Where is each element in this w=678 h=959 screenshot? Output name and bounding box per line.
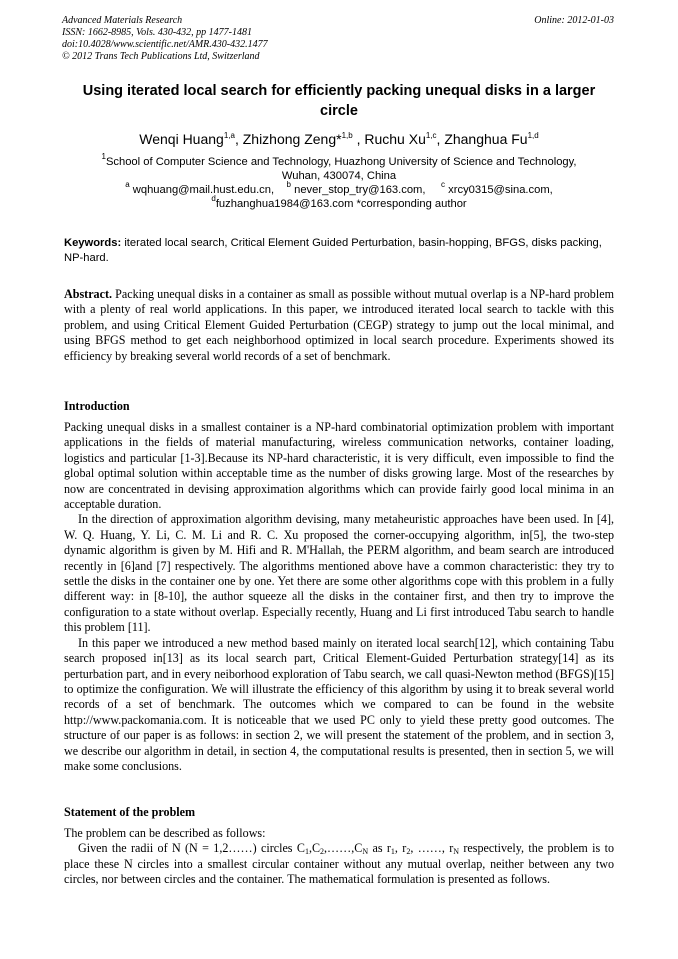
keywords-block [64, 236, 614, 266]
statement-section [64, 826, 614, 888]
introduction-section [64, 420, 614, 774]
paragraph: The problem can be described as follows: [64, 826, 266, 840]
paragraph: Packing unequal disks in a smallest container is a NP-hard combinatorial optimization problem with important applications in the fields of material manufacturing, wireless communication networks, container loading, logistics and particular [1-3].Because its NP-hard characteristic, it is very difficult, even impossible to find the global optimal solution within acceptable time as the number of disks growing large. Most of the researches by now are concentrated in devising approximation algorithms which can provide fairly good local minima in an acceptable duration. [64, 420, 614, 512]
affiliation-line: Wuhan, 430074, China [281, 170, 397, 182]
email-line: $^d$fuzhanghua1984@163.com *corresponding author [211, 194, 467, 210]
paragraph: Given the radii of N (N = 1,2……) circles $C_1,C_2,\dots\dots,C_N$ as $r_1$, $r_2$, ……, $r_N$ respectively, the problem is to place these N circles into a smallest circular container without any mutual overlap, neither between any two circles, nor between circles and the container. The mathematical formulation is presented as follows. [64, 841, 614, 887]
abstract-block [64, 287, 614, 364]
email-link[interactable]: fuzhanghua1984@163.com *corresponding author [215, 198, 467, 210]
keywords-text: iterated local search, Critical Element Guided Perturbation, basin-hopping, BFGS, disks packing, NP-hard. [64, 237, 602, 264]
author-sup: 1,d [527, 131, 539, 140]
affiliation-block [62, 152, 616, 211]
section-heading: Introduction [64, 399, 130, 413]
issn-line: ISSN: 1662-8985, Vols. 430-432, pp 1477-1481 [62, 27, 252, 38]
affiliation-line: $^1$School of Computer Science and Technology, Huazhong University of Science and Technology, [101, 152, 577, 168]
paragraph: In the direction of approximation algorithm devising, many metaheuristic approaches have been used. In [4], W. Q. Huang, Y. Li, C. M. Li and R. C. Xu proposed the corner-occupying algorithm, in[5], the two-step dynamic algorithm is given by M. Hifi and R. M'Hallah, the PERM algorithm, and beam search are introduced recently in [6]and [7] respectively. The algorithms mentioned above have a common characteristic: they try to settle the disks in the container one by one. Yet there are some other algorithms cope with this problem in a fully different way: in [8-10], the author squeeze all the disks in the container first, and then try to improve the configuration to a state without overlap. Especially recently, Huang and Li first introduced Tabu search to handle this problem [11]. [64, 512, 614, 635]
abstract-label: Abstract. [64, 287, 113, 301]
journal-metadata [62, 15, 268, 63]
keywords-label: Keywords: [64, 237, 122, 249]
doi-line: doi:10.4028/www.scientific.net/AMR.430-432.1477 [62, 39, 268, 50]
email-link[interactable]: xrcy0315@sina.com, [448, 184, 553, 196]
author-name: Zhizhong Zeng* [242, 131, 342, 147]
author-sup: 1,b [341, 131, 353, 140]
paper-title: Using iterated local search for efficiently packing unequal disks in a larger circle [82, 83, 596, 119]
section-heading: Statement of the problem [64, 805, 196, 819]
online-date: Online: 2012-01-03 [534, 15, 614, 26]
journal-name: Advanced Materials Research [62, 15, 183, 26]
email-line: $^a$ wqhuang@mail.hust.edu.cn, $^b$ never_stop_try@163.com, $^c$ xrcy0315@sina.com, [125, 180, 553, 196]
paragraph: In this paper we introduced a new method based mainly on iterated local search[12], which containing Tabu search proposed in[13] as its local search part, Critical Element-Guided Perturbation strategy[14] as its perturbation part, and in every neiborhood exploration of Tabu search, we call quasi-Newton method (BFGS)[15] to optimize the configuration. We will illustrate the efficiency of this algorithm by using it to break several world records of a set of benchmark. The outcomes which we compared to can be found in the website http://www.packomania.com. It is noticeable that we used PC only to yield these pretty good outcomes. The structure of our paper is as follows: in section 2, we will present the statement of the problem, and in section 3, we describe our algorithm in detail, in section 4, the computational results is presented, then in section 5, we will make some conclusions. [64, 635, 614, 773]
author-name: Wenqi Huang [139, 131, 224, 147]
abstract-text: Packing unequal disks in a container as small as possible without mutual overlap is a NP-hard problem with a plenty of real world applications. In this paper, we introduced iterated local search to tackle with this problem, and using Critical Element Guided Perturbation (CEGP) strategy to jump out the local minimal, and using BFGS method to get each neighborhood optimized in local search procedure. Experiments showed its efficiency by breaking several world records of a set of benchmark. [64, 287, 614, 363]
author-list: Wenqi Huang$^{1,a}$, Zhizhong Zeng*$^{1,b}$ , Ruchu Xu$^{1,c}$, Zhanghua Fu$^{1,d}$ [139, 131, 539, 147]
author-sup: 1,a [223, 131, 235, 140]
email-link[interactable]: wqhuang@mail.hust.edu.cn, [132, 184, 275, 196]
author-name: Zhanghua Fu [444, 131, 528, 147]
copyright-line: © 2012 Trans Tech Publications Ltd, Switzerland [62, 51, 260, 62]
email-link[interactable]: never_stop_try@163.com, [294, 184, 426, 196]
author-sup: 1,c [425, 131, 437, 140]
author-name: Ruchu Xu [364, 131, 426, 147]
